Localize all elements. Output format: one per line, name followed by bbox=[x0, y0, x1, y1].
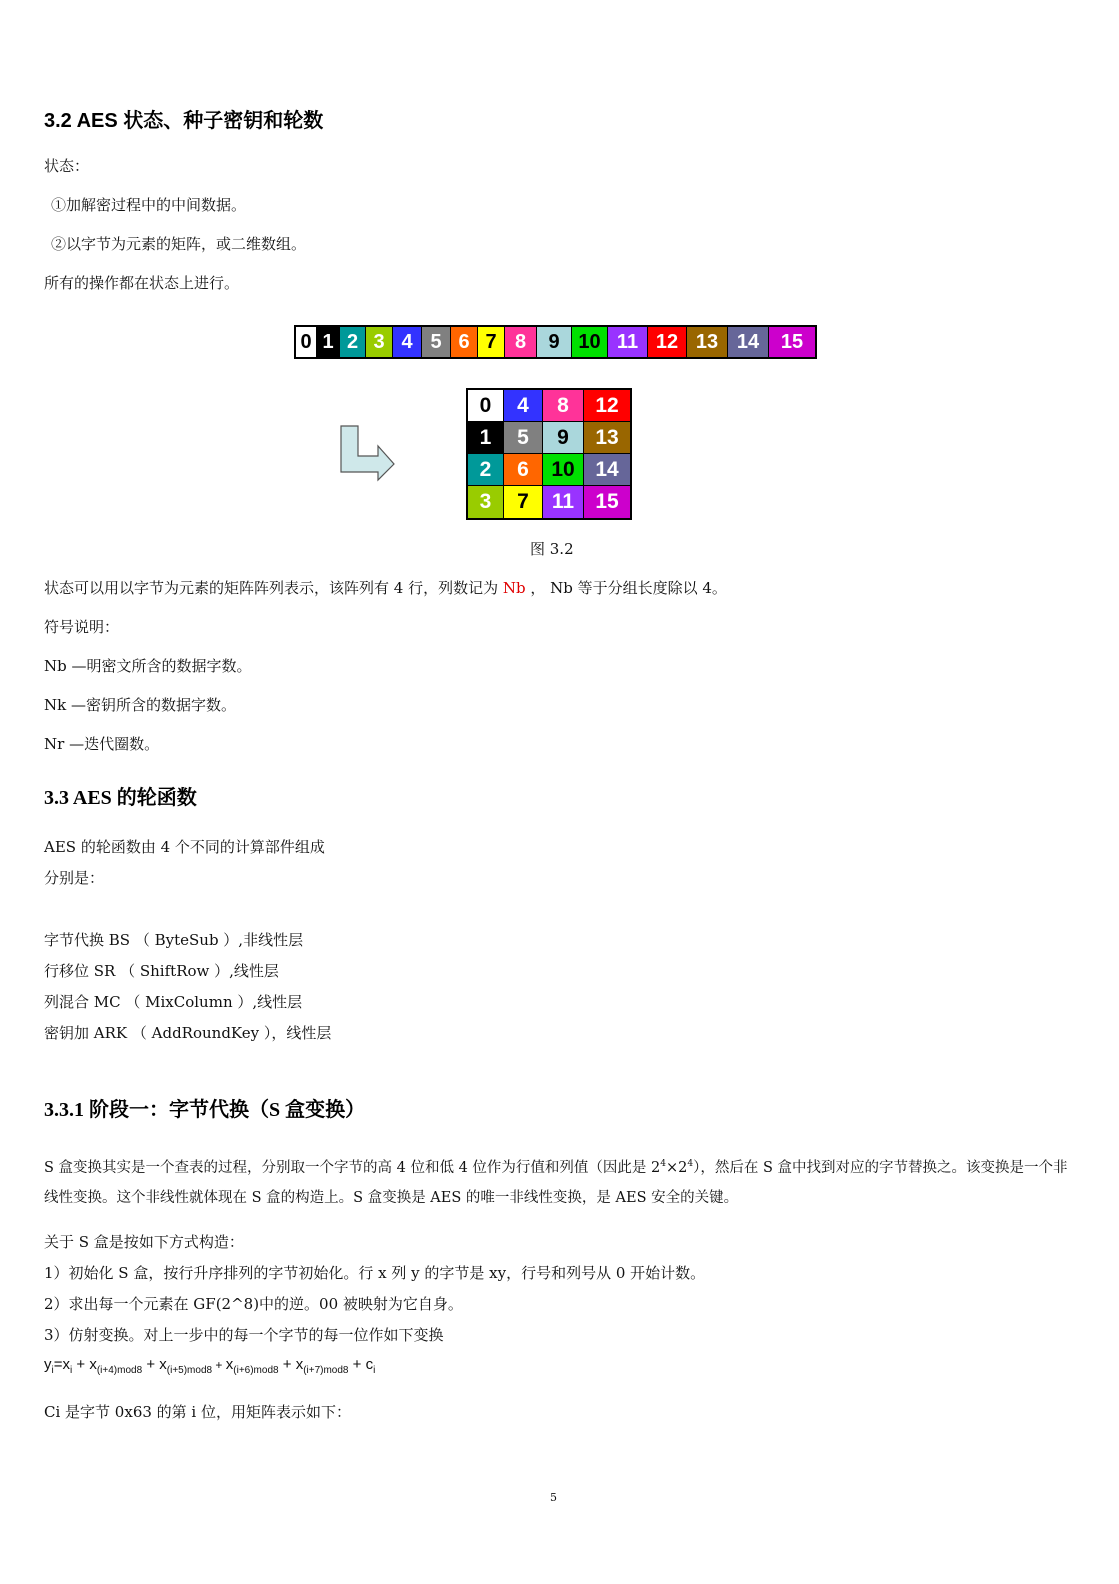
formula-c: c bbox=[365, 1356, 374, 1373]
sbox-paragraph bbox=[44, 1149, 1074, 1213]
sbox-p1-b: ），然后在 S 盒中找到对应的字节替换之。该变换是一个非线性变换。这个非线性就体现在 S 盒的构造上。S 盒变换是 AES 的唯一非线性变换，是 AES 安全的关键。 bbox=[44, 1159, 1068, 1206]
strip-cell-7: 7 bbox=[478, 327, 505, 357]
sbox-step-1: 1）初始化 S 盒，按行升序排列的字节初始化。行 x 列 y 的字节是 xy，行号和列号从 0 开始计数。 bbox=[44, 1264, 706, 1282]
strip-cell-8: 8 bbox=[505, 327, 537, 357]
formula-sub-i: i bbox=[51, 1365, 54, 1376]
formula-sub-i7: (i+7)mod8 bbox=[303, 1365, 349, 1376]
sbox-step-2: 2）求出每一个元素在 GF(2^8)中的逆。00 被映射为它自身。 bbox=[44, 1295, 463, 1313]
matrix-cell-0: 0 bbox=[468, 390, 504, 422]
formula-sub-i5: (i+5)mod8 bbox=[166, 1365, 213, 1376]
section-3-3-title: 3.3 AES 的轮函数 bbox=[44, 787, 197, 809]
strip-cell-1: 1 bbox=[317, 327, 340, 357]
symbol-nk: Nk —密钥所含的数据字数。 bbox=[44, 696, 236, 714]
figure-caption: 图 3.2 bbox=[530, 540, 574, 558]
ci-description: Ci 是字节 0x63 的第 i 位，用矩阵表示如下： bbox=[44, 1403, 352, 1421]
component-addroundkey: 密钥加 ARK （ AddRoundKey ），线性层 bbox=[44, 1024, 332, 1042]
matrix-cell-1: 1 bbox=[468, 422, 504, 454]
formula-x-4: x bbox=[295, 1356, 304, 1373]
symbol-nr: Nr —迭代圈数。 bbox=[44, 735, 160, 753]
strip-cell-14: 14 bbox=[728, 327, 769, 357]
formula-plus-1: + bbox=[72, 1356, 90, 1373]
bent-arrow-icon bbox=[338, 424, 398, 482]
sbox-exp-1: 4 bbox=[660, 1159, 666, 1169]
strip-cell-0: 0 bbox=[296, 327, 317, 357]
formula-sub-i6: (i+6)mod8 bbox=[233, 1365, 279, 1376]
matrix-cell-5: 5 bbox=[504, 422, 543, 454]
matrix-cell-4: 4 bbox=[504, 390, 543, 422]
component-shiftrow: 行移位 SR （ ShiftRow ）,线性层 bbox=[44, 962, 279, 980]
matrix-cell-3: 3 bbox=[468, 486, 504, 518]
strip-cell-10: 10 bbox=[572, 327, 608, 357]
formula-x-1: x bbox=[89, 1356, 97, 1373]
state-desc-a: 状态可以用以字节为元素的矩阵阵列表示，该阵列有 4 行，列数记为 bbox=[44, 579, 503, 597]
matrix-cell-13: 13 bbox=[584, 422, 630, 454]
strip-cell-15: 15 bbox=[769, 327, 815, 357]
strip-cell-13: 13 bbox=[687, 327, 728, 357]
strip-cell-11: 11 bbox=[608, 327, 648, 357]
state-desc-b: ， Nb 等于分组长度除以 4。 bbox=[525, 579, 727, 597]
matrix-cell-9: 9 bbox=[543, 422, 584, 454]
sbox-exp-2: 4 bbox=[687, 1159, 694, 1169]
component-bytesub: 字节代换 BS （ ByteSub ）,非线性层 bbox=[44, 931, 304, 949]
round-function-each: 分别是： bbox=[44, 869, 105, 887]
matrix-cell-12: 12 bbox=[584, 390, 630, 422]
strip-cell-4: 4 bbox=[393, 327, 422, 357]
nb-highlight: Nb bbox=[502, 579, 526, 597]
state-label: 状态： bbox=[44, 157, 90, 175]
strip-cell-9: 9 bbox=[537, 327, 572, 357]
page-number: 5 bbox=[550, 1491, 557, 1504]
section-3-2-title: 3.2 AES 状态、种子密钥和轮数 bbox=[44, 110, 324, 132]
symbol-nb: Nb —明密文所含的数据字数。 bbox=[44, 657, 252, 675]
state-description bbox=[44, 578, 727, 598]
sbox-times: ×2 bbox=[666, 1159, 688, 1176]
formula-plus-3: + bbox=[212, 1358, 226, 1372]
matrix-cell-8: 8 bbox=[543, 390, 584, 422]
sbox-construct-label: 关于 S 盒是按如下方式构造： bbox=[44, 1233, 244, 1251]
symbols-label: 符号说明： bbox=[44, 618, 120, 636]
formula-y: y bbox=[44, 1356, 52, 1373]
matrix-cell-10: 10 bbox=[543, 454, 584, 486]
formula-x-3: x bbox=[225, 1356, 234, 1373]
component-mixcolumn: 列混合 MC （ MixColumn ）,线性层 bbox=[44, 993, 303, 1011]
formula-x-2: x bbox=[159, 1356, 167, 1373]
state-item-1: ①加解密过程中的中间数据。 bbox=[51, 196, 247, 214]
strip-cell-6: 6 bbox=[451, 327, 478, 357]
strip-cell-2: 2 bbox=[340, 327, 366, 357]
state-matrix bbox=[466, 388, 632, 520]
formula-sub-i4: (i+4)mod8 bbox=[96, 1365, 143, 1376]
formula-sub-i-2: i bbox=[70, 1365, 73, 1376]
state-item-2: ②以字节为元素的矩阵，或二维数组。 bbox=[51, 235, 307, 253]
byte-strip bbox=[294, 325, 817, 359]
matrix-cell-15: 15 bbox=[584, 486, 630, 518]
matrix-cell-6: 6 bbox=[504, 454, 543, 486]
round-function-intro: AES 的轮函数由 4 个不同的计算部件组成 bbox=[44, 838, 325, 856]
formula-plus-5: + bbox=[348, 1356, 366, 1373]
matrix-cell-2: 2 bbox=[468, 454, 504, 486]
formula-sub-i-3: i bbox=[373, 1365, 376, 1376]
state-all-ops: 所有的操作都在状态上进行。 bbox=[44, 274, 240, 292]
matrix-cell-14: 14 bbox=[584, 454, 630, 486]
section-3-3-1-title: 3.3.1 阶段一：字节代换（S 盒变换） bbox=[44, 1099, 366, 1121]
matrix-cell-11: 11 bbox=[543, 486, 584, 518]
formula-plus-4: + bbox=[278, 1356, 296, 1373]
formula-eq: =x bbox=[53, 1356, 70, 1373]
sbox-step-3: 3）仿射变换。对上一步中的每一个字节的每一位作如下变换 bbox=[44, 1326, 444, 1344]
affine-formula bbox=[44, 1356, 375, 1376]
formula-plus-2: + bbox=[142, 1356, 160, 1373]
strip-cell-5: 5 bbox=[422, 327, 451, 357]
strip-cell-3: 3 bbox=[366, 327, 393, 357]
strip-cell-12: 12 bbox=[648, 327, 687, 357]
matrix-cell-7: 7 bbox=[504, 486, 543, 518]
sbox-p1-a: S 盒变换其实是一个查表的过程，分别取一个字节的高 4 位和低 4 位作为行值和列值（因此是 2 bbox=[44, 1159, 661, 1176]
